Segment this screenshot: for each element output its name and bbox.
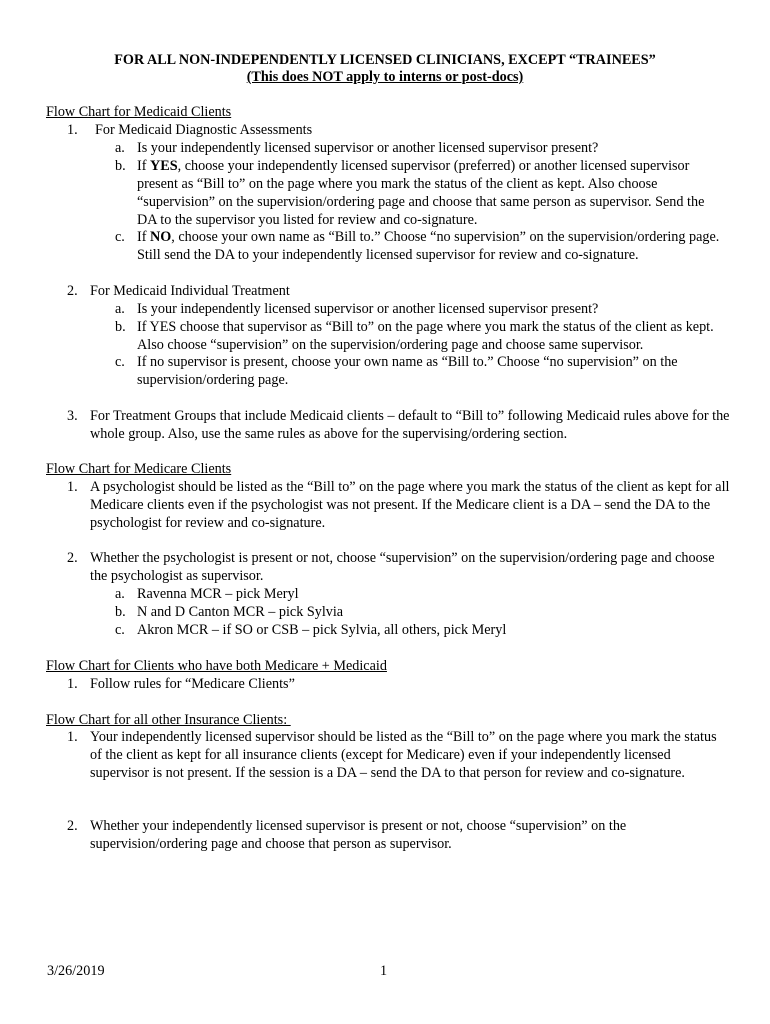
sub-list-text: Is your independently licensed supervisor or another licensed supervisor present? [137,140,599,156]
sub-list-text: N and D Canton MCR – pick Sylvia [137,604,344,620]
bold-yes: YES [150,158,178,174]
medicaid-heading: Flow Chart for Medicaid Clients [46,104,232,120]
sub-list-text: If YES choose that supervisor as “Bill to” on the page where you mark the status of the client as kept. Also choose “supervision” on the supervision/ordering page and choose same supervisor. [137,319,714,353]
both-heading: Flow Chart for Clients who have both Medicare + Medicaid [46,658,387,674]
list-item-text: Whether the psychologist is present or not, choose “supervision” on the supervision/ordering page and choose the psychologist as supervisor. [90,550,715,584]
document-subtitle: (This does NOT apply to interns or post-docs) [246,69,524,85]
list-item-text: Follow rules for “Medicare Clients” [90,676,295,692]
sub-list-letter: a. [115,301,125,317]
sub-list-text: If YES, choose your independently licensed supervisor (preferred) or another licensed supervisor present as “Bill to” on the page where you mark the status of the client as kept. Also choose “supervision” on the supervision/ordering page and choose that same person as supervisor. Send the DA to the supervisor you listed for review and co-signature. [137,158,705,228]
sub-list-letter: c. [115,229,125,245]
list-item-text: For Treatment Groups that include Medicaid clients – default to “Bill to” following Medicaid rules above for the whole group. Also, use the same rules as above for the supervising/ordering section. [90,408,730,442]
list-number: 1. [67,479,78,495]
sub-list-text: Ravenna MCR – pick Meryl [137,586,299,602]
sub-list-text: If no supervisor is present, choose your own name as “Bill to.” Choose “no supervision” on the supervision/ordering page. [137,354,678,388]
sub-list-text: If NO, choose your own name as “Bill to.” Choose “no supervision” on the supervision/ordering page. Still send the DA to your independently licensed supervisor for review and co-signature. [137,229,720,263]
list-number: 2. [67,818,78,834]
other-heading: Flow Chart for all other Insurance Clients: [46,712,291,728]
medicare-heading: Flow Chart for Medicare Clients [46,461,232,477]
page-number: 1 [380,963,388,979]
list-number: 1. [67,729,78,745]
list-item-text: Your independently licensed supervisor should be listed as the “Bill to” on the page where you mark the status of the client as kept for all insurance clients (except for Medicare) even if your independently licensed supervisor is not present. If the session is a DA – send the DA to that person for review and co-signature. [90,729,717,781]
list-item-text: A psychologist should be listed as the “Bill to” on the page where you mark the status of the client as kept for all Medicare clients even if the psychologist was not present. If the Medicare client is a DA – send the DA to the psychologist for review and co-signature. [90,479,730,531]
list-number: 2. [67,283,78,299]
sub-list-letter: b. [115,319,126,335]
list-number: 1. [67,122,78,138]
sub-list-letter: b. [115,158,126,174]
sub-list-letter: a. [115,586,125,602]
document-title: FOR ALL NON-INDEPENDENTLY LICENSED CLINICIANS, EXCEPT “TRAINEES” [114,52,656,68]
list-number: 1. [67,676,78,692]
list-number: 2. [67,550,78,566]
sub-list-letter: a. [115,140,125,156]
list-number: 3. [67,408,78,424]
footer-date: 3/26/2019 [47,963,105,979]
sub-list-letter: c. [115,622,125,638]
list-item-text: Whether your independently licensed supervisor is present or not, choose “supervision” on the supervision/ordering page and choose that person as supervisor. [90,818,627,852]
bold-no: NO [150,229,172,245]
sub-list-letter: c. [115,354,125,370]
list-item-text: For Medicaid Individual Treatment [90,283,290,299]
sub-list-letter: b. [115,604,126,620]
sub-list-text: Is your independently licensed supervisor or another licensed supervisor present? [137,301,599,317]
list-item-text: For Medicaid Diagnostic Assessments [95,122,313,138]
sub-list-text: Akron MCR – if SO or CSB – pick Sylvia, all others, pick Meryl [137,622,507,638]
